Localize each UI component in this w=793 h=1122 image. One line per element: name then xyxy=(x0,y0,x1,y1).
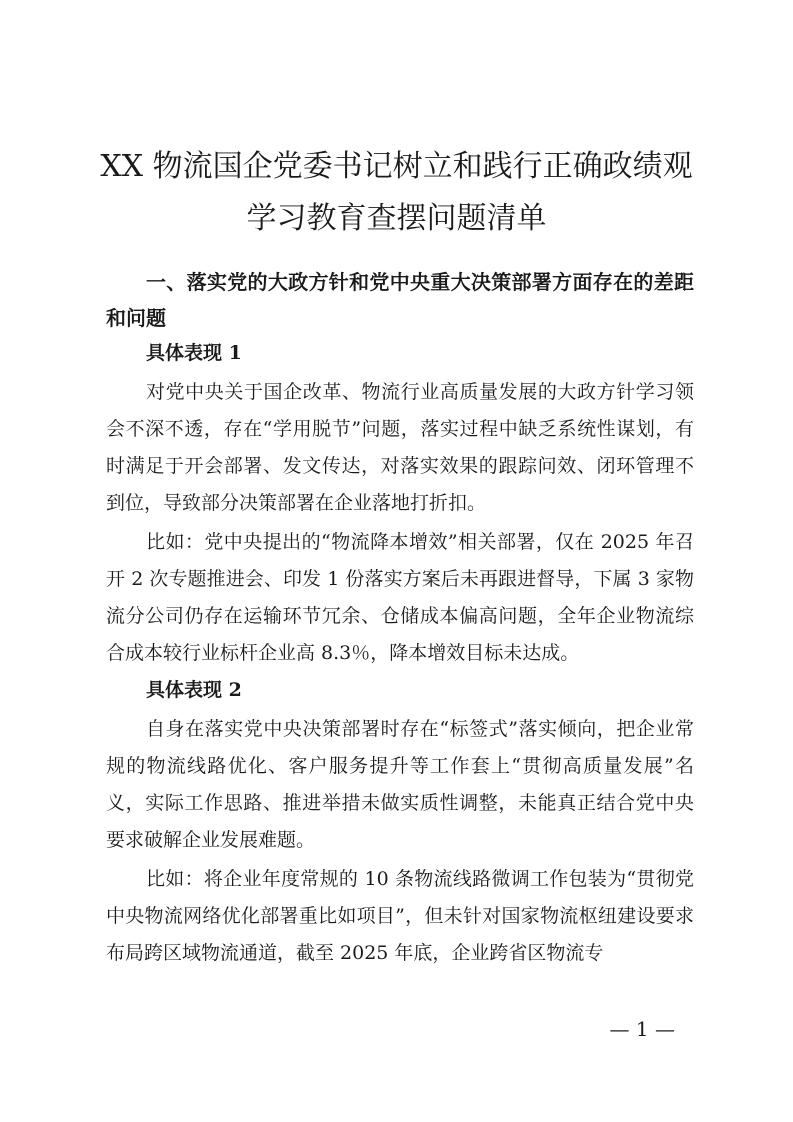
document-title-line-1: XX 物流国企党委书记树立和践行正确政绩观 xyxy=(100,149,693,184)
page-number: — 1 — xyxy=(609,1017,675,1041)
item-1-example: 比如：党中央提出的“物流降本增效”相关部署，仅在 2025 年召开 2 次专题推进会、印发 1 份落实方案后未再跟进督导，下属 3 家物流分公司仍存在运输环节冗余、仓储成本偏高问题，全年企业物流综合成本较行业标杆企业高 8.3％，降本增效目标未达成。 xyxy=(106,531,694,664)
item-1-paragraph: 对党中央关于国企改革、物流行业高质量发展的大政方针学习领会不深不透，存在“学用脱节”问题，落实过程中缺乏系统性谋划，有时满足于开会部署、发文传达，对落实效果的跟踪问效、闭环管理不到位，导致部分决策部署在企业落地打折扣。 xyxy=(106,381,694,514)
document-title-line-2: 学习教育查摆问题清单 xyxy=(246,201,547,236)
item-1-label: 具体表现 1 xyxy=(146,342,242,364)
section-heading: 一、落实党的大政方针和党中央重大决策部署方面存在的差距和问题 xyxy=(106,270,694,330)
item-2-example: 比如：将企业年度常规的 10 条物流线路微调工作包装为“贯彻党中央物流网络优化部署重比如项目”，但未针对国家物流枢纽建设要求布局跨区域物流通道，截至 2025 年底，企业跨省区物流专 xyxy=(106,868,694,964)
item-2-paragraph: 自身在落实党中央决策部署时存在“标签式”落实倾向，把企业常规的物流线路优化、客户服务提升等工作套上“贯彻高质量发展”名义，实际工作思路、推进举措未做实质性调整，未能真正结合党中央要求破解企业发展难题。 xyxy=(106,718,694,851)
item-2-label: 具体表现 2 xyxy=(146,679,242,701)
